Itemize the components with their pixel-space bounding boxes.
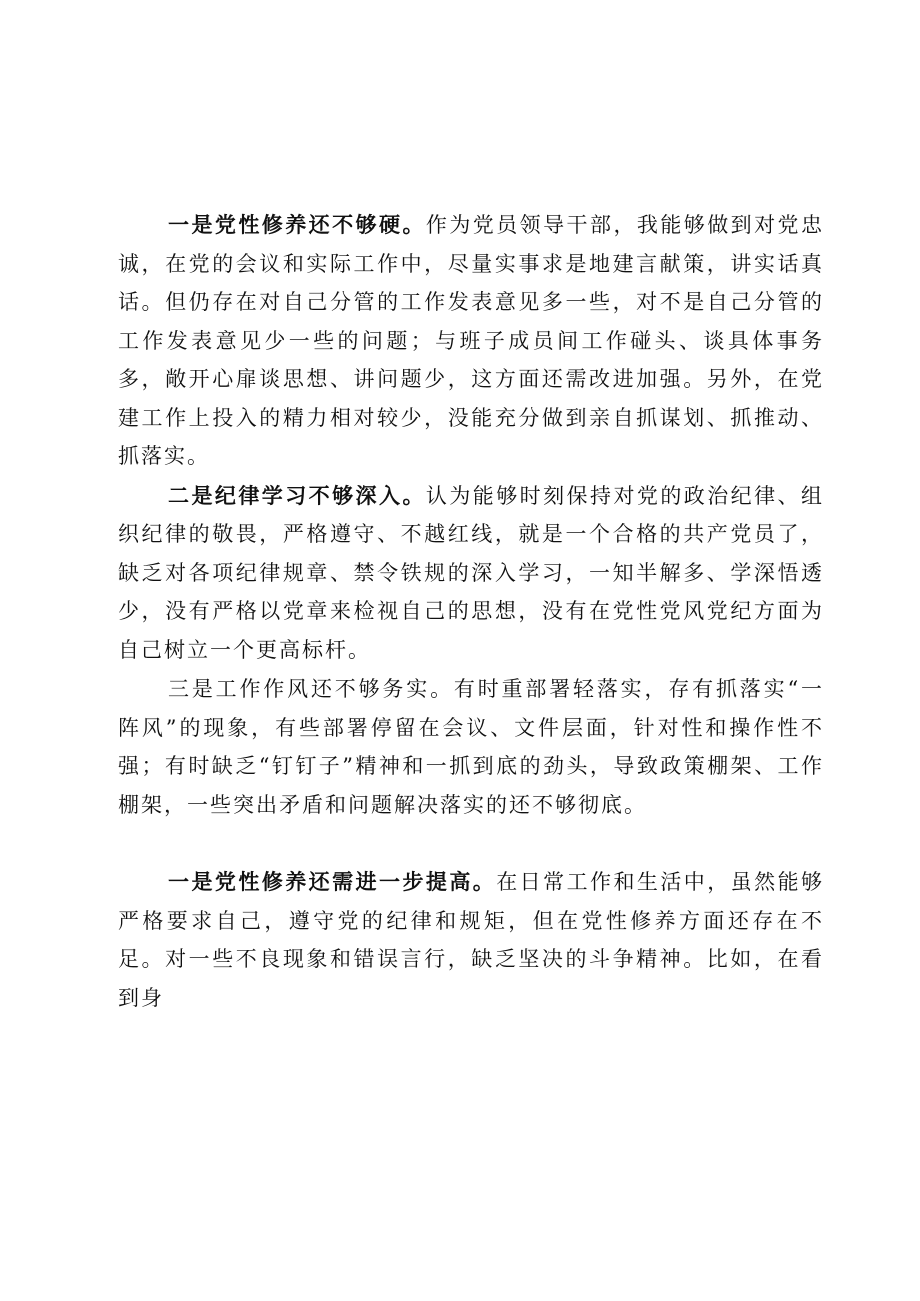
paragraph-body: 认为能够时刻保持对党的政治纪律、组织纪律的敬畏，严格遵守、不越红线，就是一个合格的共产党员了，缺乏对各项纪律规章、禁令铁规的深入学习，一知半解多、学深悟透少，没有严格以党章来检视自己的思想，没有在党性党风党纪方面为自己树立一个更高标杆。 <box>118 483 825 662</box>
paragraph-party-spirit <box>118 206 824 476</box>
paragraph-lead: 一是党性修养还不够硬。 <box>168 212 426 237</box>
document-page <box>118 206 824 1017</box>
paragraph-body: 作为党员领导干部，我能够做到对党忠诚，在党的会议和实际工作中，尽量实事求是地建言献策，讲实话真话。但仍存在对自己分管的工作发表意见多一些，对不是自己分管的工作发表意见少一些的问题；与班子成员间工作碰头、谈具体事务多，敞开心扉谈思想、讲问题少，这方面还需改进加强。另外，在党建工作上投入的精力相对较少，没能充分做到亲自抓谋划、抓推动、抓落实。 <box>118 213 825 468</box>
paragraph-body: 三是工作作风还不够务实。有时重部署轻落实，存有抓落实“一阵风”的现象，有些部署停留在会议、文件层面，针对性和操作性不强；有时缺乏“钉钉子”精神和一抓到底的劲头，导致政策棚架、工作棚架，一些突出矛盾和问题解决落实的还不够彻底。 <box>118 677 824 817</box>
paragraph-body: 在日常工作和生活中，虽然能够严格要求自己，遵守党的纪律和规矩，但在党性修养方面还存在不足。对一些不良现象和错误言行，缺乏坚决的斗争精神。比如，在看到身 <box>118 870 825 1010</box>
section-divider-space <box>118 824 824 863</box>
paragraph-discipline-study <box>118 477 824 670</box>
paragraph-lead: 一是党性修养还需进一步提高。 <box>168 869 497 894</box>
paragraph-work-style <box>118 670 824 824</box>
paragraph-lead: 二是纪律学习不够深入。 <box>168 482 426 508</box>
paragraph-party-cultivation <box>118 863 824 1017</box>
